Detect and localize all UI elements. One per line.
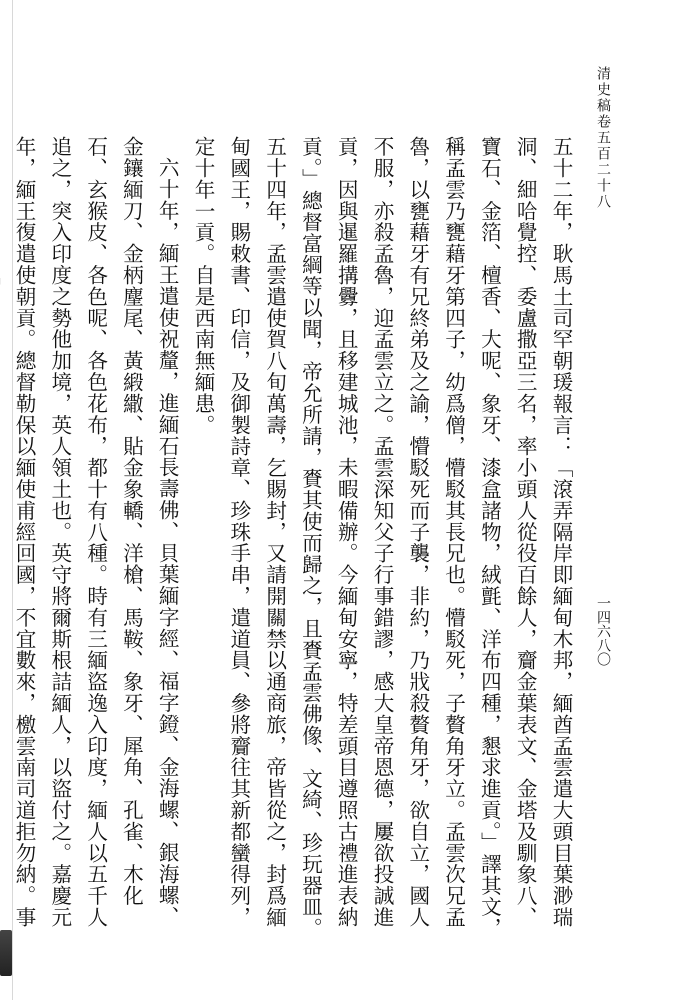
paragraph: 五十二年，耿馬土司罕朝瑗報言：「滾弄隔岸即緬甸木邦，緬酋孟雲遣大頭目葉渺瑞洞、細哈覺控、委盧撒亞三名，率小頭人從役百餘人，齎金葉表文、金塔及馴象八、寶石、金箔、檀香、大呢、象牙、漆盒諸物，絨氈、洋布四種，懇求進貢。」譯其文，稱孟雲乃甕藉牙第四子，幼爲僧，懵駁其長兄也。懵駁死，子贅角牙立。孟雲次兄孟魯，以甕藉牙有兄終弟及之諭，懵駁死而子襲，非約，乃戕殺贅角牙，欲自立，國人不服，亦殺孟魯，迎孟雲立之。孟雲深知父子行事錯謬，感大皇帝恩德，屢欲投誠進貢，因與暹羅搆釁，且移建城池，未暇備辦。今緬甸安寧，特差頭目遵照古禮進表納貢。」總督富綱等以聞，帝允所請，賚其使而歸之，且賚孟雲佛像、文綺、珍玩器皿。五十四年，孟雲遣使賀八旬萬壽，乞賜封，又請開關禁以通商旅，帝皆從之，封爲緬甸國王，賜敕書、印信，及御製詩章、珍珠手串，遣道員、參將齎往其新都蠻得列，定十年一貢。自是西南無緬患。 (191, 136, 573, 939)
paragraph: 六十年，緬王遣使祝釐，進緬石長壽佛、貝葉緬字經、福字鐙、金海螺、銀海螺、金鑲緬刀、金柄麈尾、黃緞繖、貼金象轎、洋槍、馬鞍、象牙、犀角、孔雀、木化石、玄猴皮、各色呢、各色花布，都十有八種。時有三緬盜逸入印度，緬人以五千人追之，突入印度之勢他加境，英人領土也。英守將爾斯根詰緬人，以盜付之。嘉慶元年，緬王復遣使朝貢。總督勒保以緬使甫經回國，不宜數來，檄雲南司道拒勿納。事 (12, 136, 180, 928)
running-header-title: 清史稿卷五百二十八 (595, 66, 611, 210)
body-text (12, 136, 578, 946)
page-number: 一四六八〇 (595, 596, 611, 666)
